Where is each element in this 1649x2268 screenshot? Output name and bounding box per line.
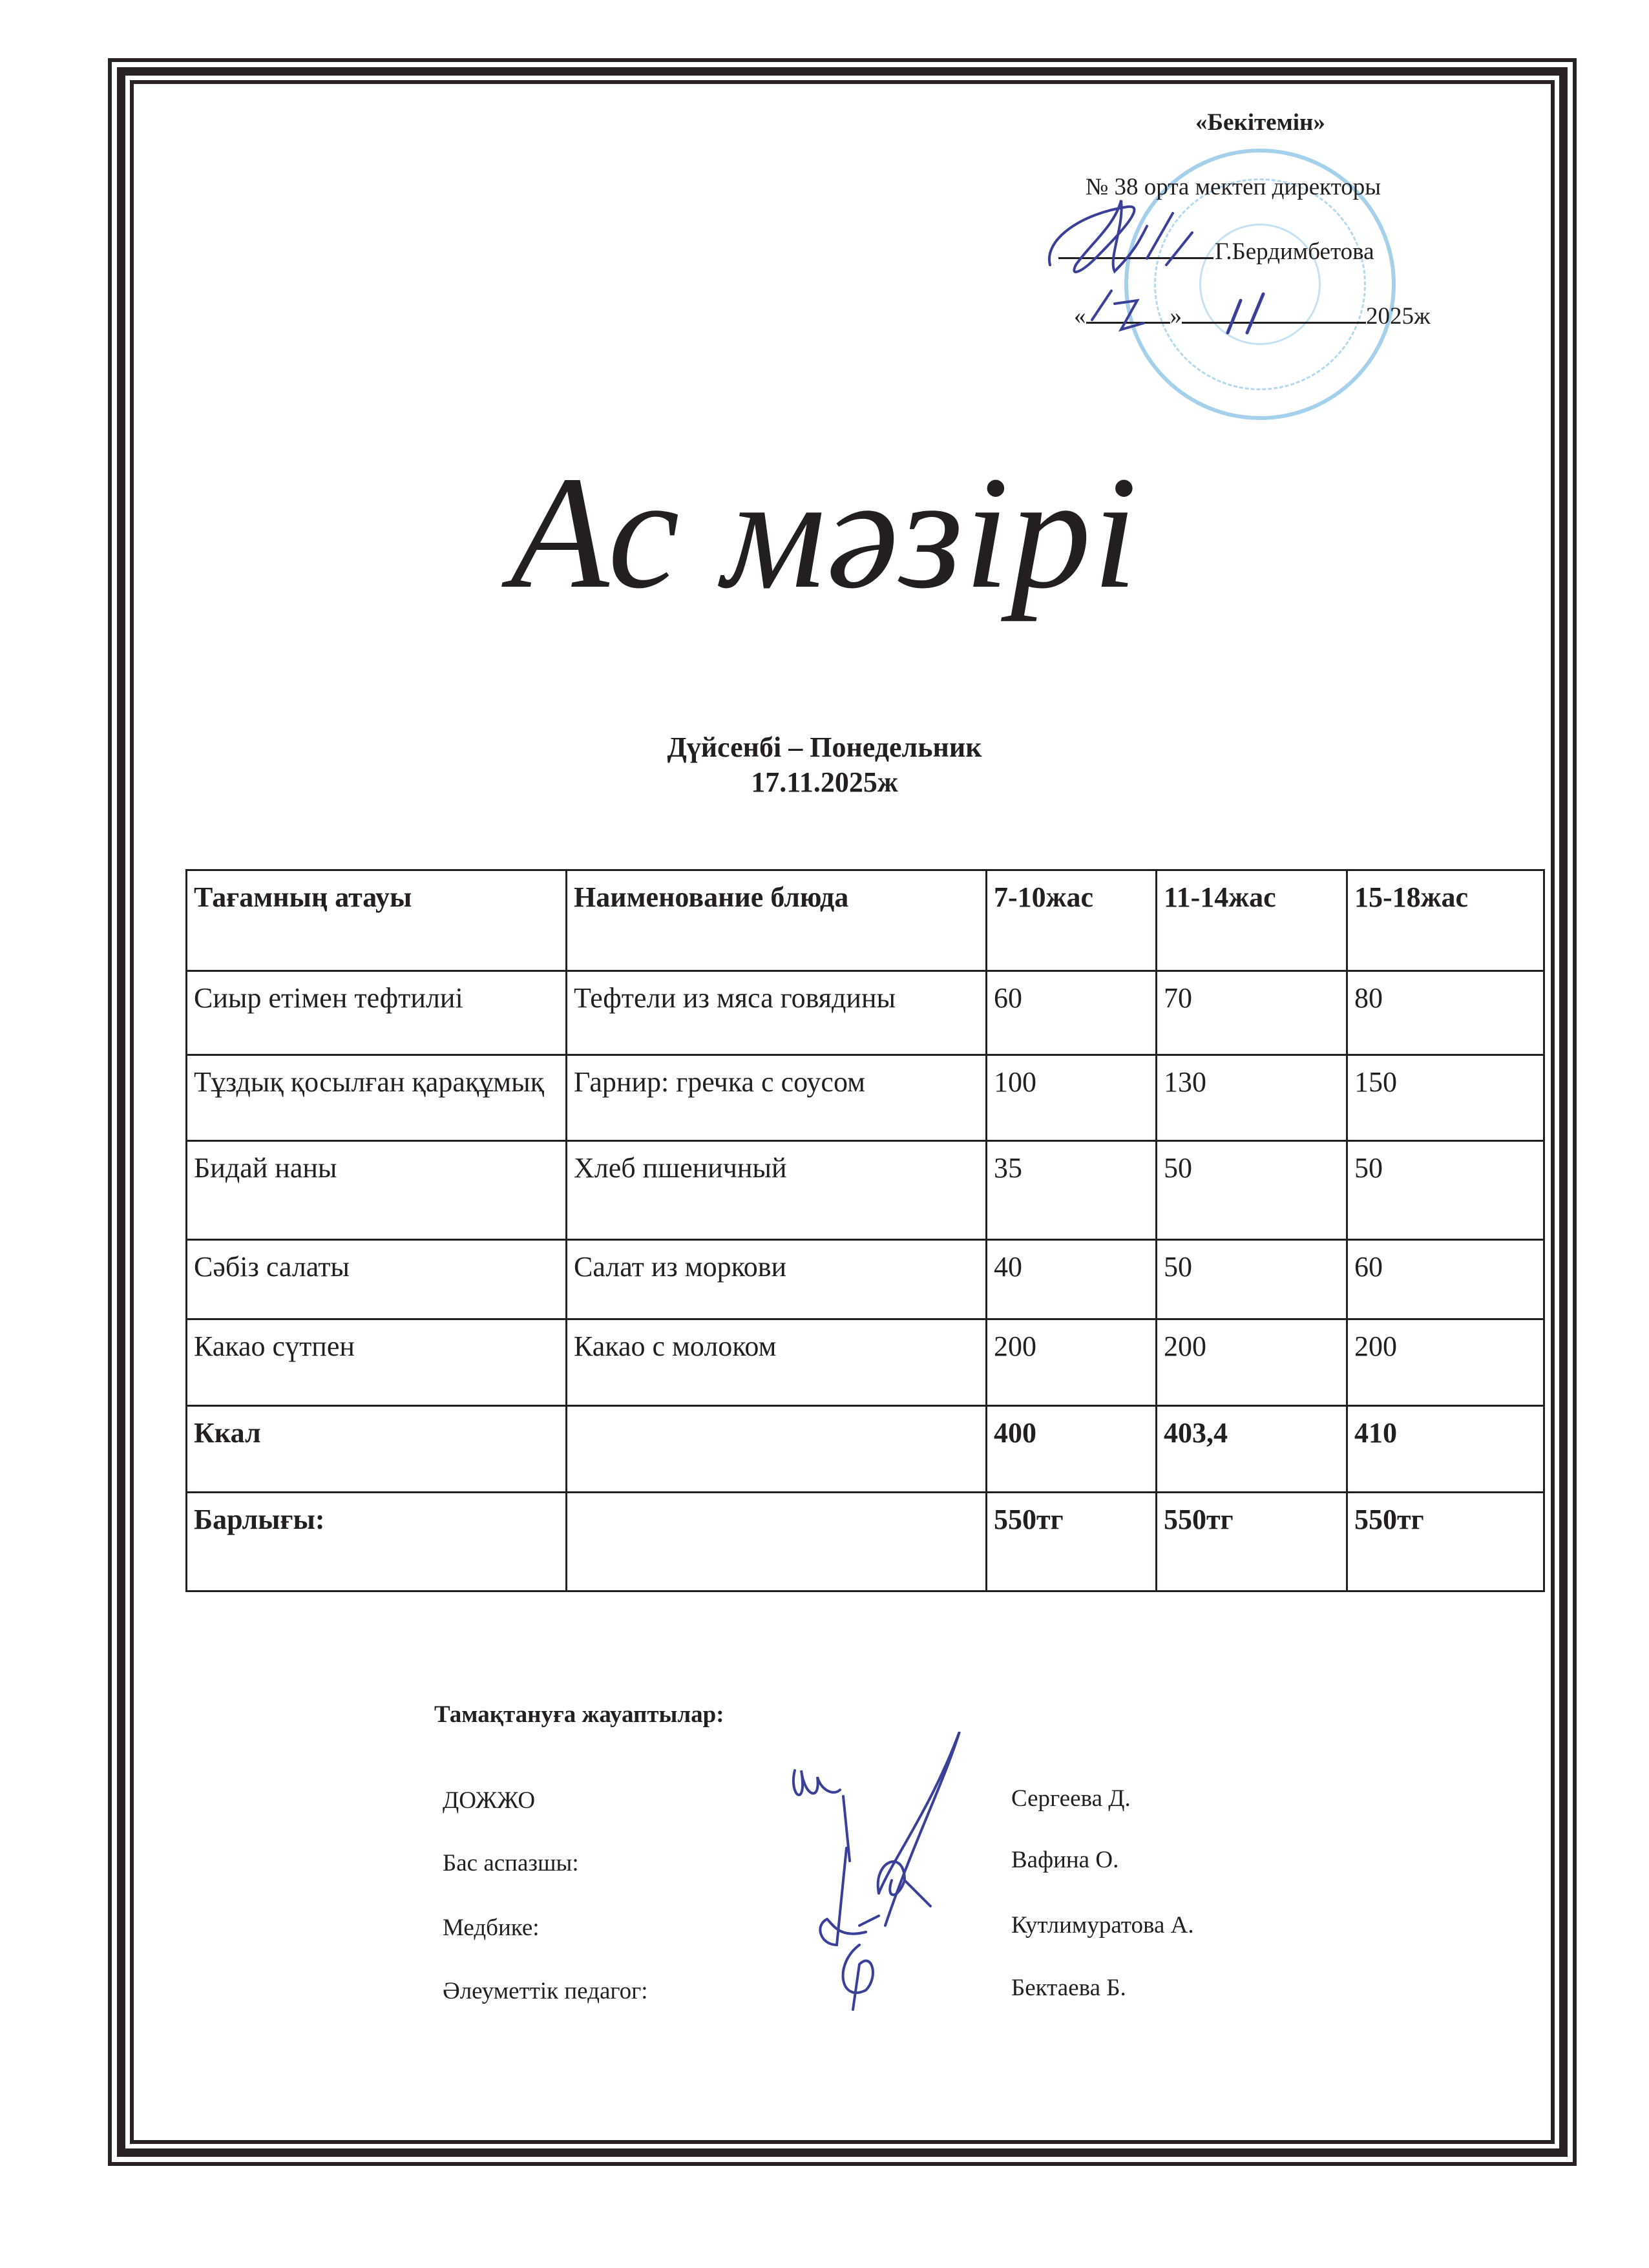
portion-7-10: 35	[987, 1141, 1157, 1240]
portion-11-14: 50	[1157, 1240, 1347, 1319]
table-row	[187, 1319, 1544, 1406]
kcal-empty	[567, 1406, 987, 1493]
kcal-7-10: 400	[987, 1406, 1157, 1493]
responsible-role: Бас аспазшы:	[443, 1850, 579, 1876]
dish-name-kz: Какао сүтпен	[187, 1319, 567, 1406]
page-title: Ас мәзірі	[510, 443, 1139, 622]
responsible-name: Бектаева Б.	[1011, 1975, 1126, 2001]
kcal-label: Ккал	[187, 1406, 567, 1493]
table-row	[187, 1240, 1544, 1319]
menu-date: 17.11.2025ж	[751, 766, 898, 798]
dish-name-kz: Тұздық қосылған қарақұмық	[187, 1055, 567, 1141]
header-name-ru: Наименование блюда	[567, 870, 987, 971]
dish-name-kz: Сәбіз салаты	[187, 1240, 567, 1319]
responsible-role: ДОЖЖО	[443, 1787, 536, 1814]
date-close-quote: »	[1170, 303, 1182, 330]
menu-day: Дүйсенбі – Понедельник	[667, 731, 982, 763]
portion-11-14: 200	[1157, 1319, 1347, 1406]
portion-7-10: 200	[987, 1319, 1157, 1406]
portion-15-18: 50	[1347, 1141, 1544, 1240]
portion-15-18: 150	[1347, 1055, 1544, 1141]
responsible-role: Медбике:	[443, 1915, 540, 1941]
date-open-quote: «	[1074, 303, 1086, 330]
dish-name-ru: Какао с молоком	[567, 1319, 987, 1406]
portion-11-14: 130	[1157, 1055, 1347, 1141]
price-11-14: 550тг	[1157, 1493, 1347, 1591]
table-row	[187, 971, 1544, 1055]
dish-name-ru: Салат из моркови	[567, 1240, 987, 1319]
responsible-title: Тамақтануға жауаптылар:	[434, 1701, 724, 1728]
portion-15-18: 80	[1347, 971, 1544, 1055]
total-row	[187, 1493, 1544, 1591]
portion-11-14: 70	[1157, 971, 1347, 1055]
table-row	[187, 1141, 1544, 1240]
approval-title: «Бекітемін»	[1195, 109, 1325, 136]
portion-7-10: 100	[987, 1055, 1157, 1141]
kcal-11-14: 403,4	[1157, 1406, 1347, 1493]
table-row	[187, 1055, 1544, 1141]
responsible-role: Әлеуметтік педагог:	[443, 1978, 648, 2004]
header-age-15-18: 15-18жас	[1347, 870, 1544, 971]
portion-15-18: 200	[1347, 1319, 1544, 1406]
dish-name-kz: Бидай наны	[187, 1141, 567, 1240]
portion-11-14: 50	[1157, 1141, 1347, 1240]
director-name: Г.Бердимбетова	[1215, 238, 1374, 265]
header-age-11-14: 11-14жас	[1157, 870, 1347, 971]
table-header-row	[187, 870, 1544, 971]
portion-15-18: 60	[1347, 1240, 1544, 1319]
staff-signatures	[782, 1732, 1002, 2022]
dish-name-ru: Гарнир: гречка с соусом	[567, 1055, 987, 1141]
menu-subtitle	[0, 730, 1649, 799]
price-7-10: 550тг	[987, 1493, 1157, 1591]
responsible-name: Кутлимуратова А.	[1011, 1912, 1194, 1938]
date-year: 2025ж	[1366, 303, 1431, 330]
price-15-18: 550тг	[1347, 1493, 1544, 1591]
dish-name-kz: Сиыр етімен тефтилиі	[187, 971, 567, 1055]
total-label: Барлығы:	[187, 1493, 567, 1591]
date-month-blank	[1182, 321, 1366, 324]
header-age-7-10: 7-10жас	[987, 870, 1157, 971]
kcal-15-18: 410	[1347, 1406, 1544, 1493]
kcal-row	[187, 1406, 1544, 1493]
director-signature	[1044, 187, 1212, 291]
dish-name-ru: Хлеб пшеничный	[567, 1141, 987, 1240]
approval-position: № 38 орта мектеп директоры	[1086, 174, 1381, 200]
responsible-name: Сергеева Д.	[1011, 1785, 1131, 1812]
responsible-name: Вафина О.	[1011, 1847, 1119, 1873]
portion-7-10: 60	[987, 971, 1157, 1055]
dish-name-ru: Тефтели из мяса говядины	[567, 971, 987, 1055]
header-name-kz: Тағамның атауы	[187, 870, 567, 971]
handwritten-day	[1086, 284, 1150, 336]
menu-table	[185, 869, 1545, 1592]
handwritten-month	[1221, 291, 1273, 336]
portion-7-10: 40	[987, 1240, 1157, 1319]
total-empty	[567, 1493, 987, 1591]
